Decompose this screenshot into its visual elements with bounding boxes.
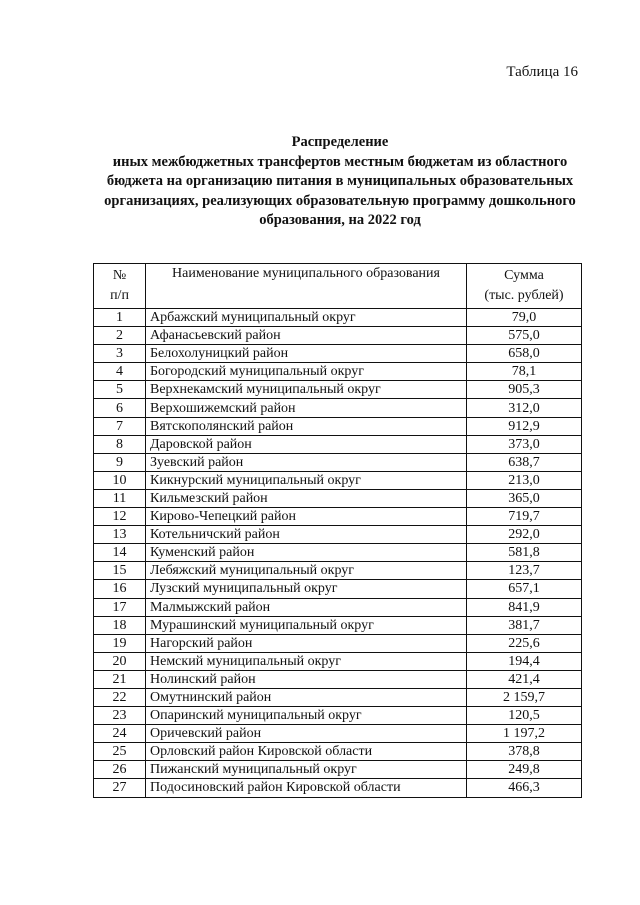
municipality-name: Пижанский муниципальный округ	[146, 761, 467, 779]
header-number-symbol: №	[112, 268, 127, 283]
table-row	[94, 779, 582, 797]
header-sum	[467, 264, 582, 309]
municipality-name: Немский муниципальный округ	[146, 652, 467, 670]
transfer-sum: 123,7	[467, 562, 582, 580]
transfer-sum: 365,0	[467, 489, 582, 507]
transfer-sum: 719,7	[467, 508, 582, 526]
transfer-sum: 225,6	[467, 634, 582, 652]
municipality-name: Оричевский район	[146, 725, 467, 743]
transfer-sum: 841,9	[467, 598, 582, 616]
title-line: бюджета на организацию питания в муниципальных образовательных	[106, 173, 574, 189]
municipality-name: Опаринский муниципальный округ	[146, 707, 467, 725]
table-row	[94, 489, 582, 507]
municipality-name: Кильмезский район	[146, 489, 467, 507]
municipality-name: Мурашинский муниципальный округ	[146, 616, 467, 634]
header-sum-title: Сумма	[504, 268, 544, 283]
table-row	[94, 725, 582, 743]
row-number: 24	[94, 725, 146, 743]
table-row	[94, 544, 582, 562]
table-row	[94, 707, 582, 725]
municipality-name: Афанасьевский район	[146, 327, 467, 345]
municipality-name: Куменский район	[146, 544, 467, 562]
municipality-name: Котельничский район	[146, 526, 467, 544]
transfer-sum: 466,3	[467, 779, 582, 797]
row-number: 4	[94, 363, 146, 381]
transfer-sum: 638,7	[467, 453, 582, 471]
row-number: 17	[94, 598, 146, 616]
transfer-sum: 575,0	[467, 327, 582, 345]
municipality-name: Вятскополянский район	[146, 417, 467, 435]
header-number	[94, 264, 146, 309]
row-number: 8	[94, 435, 146, 453]
municipality-name: Верхнекамский муниципальный округ	[146, 381, 467, 399]
row-number: 18	[94, 616, 146, 634]
table-row	[94, 508, 582, 526]
row-number: 5	[94, 381, 146, 399]
row-number: 7	[94, 417, 146, 435]
table-row	[94, 616, 582, 634]
title-line: организациях, реализующих образовательную программу дошкольного	[104, 192, 576, 209]
table-row	[94, 652, 582, 670]
table-number-label: Таблица 16	[506, 64, 578, 80]
municipality-name: Орловский район Кировской области	[146, 743, 467, 761]
transfer-sum: 292,0	[467, 526, 582, 544]
transfer-sum: 78,1	[467, 363, 582, 381]
transfer-sum: 312,0	[467, 399, 582, 417]
table-row	[94, 435, 582, 453]
table-body	[94, 309, 582, 798]
row-number: 13	[94, 526, 146, 544]
municipality-name: Кирово-Чепецкий район	[146, 508, 467, 526]
table-row	[94, 363, 582, 381]
row-number: 26	[94, 761, 146, 779]
row-number: 1	[94, 309, 146, 327]
municipality-name: Верхошижемский район	[146, 399, 467, 417]
row-number: 25	[94, 743, 146, 761]
municipality-name: Нолинский район	[146, 670, 467, 688]
transfer-sum: 194,4	[467, 652, 582, 670]
transfer-sum: 378,8	[467, 743, 582, 761]
table-row	[94, 453, 582, 471]
table-row	[94, 580, 582, 598]
municipality-name: Зуевский район	[146, 453, 467, 471]
row-number: 3	[94, 345, 146, 363]
title-line: образования, на 2022 год	[259, 212, 421, 228]
municipality-name: Богородский муниципальный округ	[146, 363, 467, 381]
row-number: 16	[94, 580, 146, 598]
municipality-name: Даровской район	[146, 435, 467, 453]
header-sum-unit: (тыс. рублей)	[484, 288, 564, 303]
table-header-row	[94, 264, 582, 309]
transfer-sum: 905,3	[467, 381, 582, 399]
transfer-sum: 1 197,2	[467, 725, 582, 743]
table-row	[94, 471, 582, 489]
row-number: 23	[94, 707, 146, 725]
transfer-sum: 213,0	[467, 471, 582, 489]
row-number: 20	[94, 652, 146, 670]
municipality-name: Лебяжский муниципальный округ	[146, 562, 467, 580]
row-number: 22	[94, 688, 146, 706]
table-row	[94, 417, 582, 435]
table-row	[94, 688, 582, 706]
transfer-sum: 421,4	[467, 670, 582, 688]
document-title	[90, 133, 590, 231]
transfer-sum: 120,5	[467, 707, 582, 725]
row-number: 19	[94, 634, 146, 652]
row-number: 11	[94, 489, 146, 507]
title-line: иных межбюджетных трансфертов местным бюджетам из областного	[112, 153, 568, 170]
table-row	[94, 381, 582, 399]
municipality-name: Подосиновский район Кировской области	[146, 779, 467, 797]
table-row	[94, 526, 582, 544]
transfer-sum: 381,7	[467, 616, 582, 634]
table-row	[94, 309, 582, 327]
municipality-name: Кикнурский муниципальный округ	[146, 471, 467, 489]
title-line: Распределение	[291, 134, 389, 150]
row-number: 12	[94, 508, 146, 526]
row-number: 21	[94, 670, 146, 688]
row-number: 27	[94, 779, 146, 797]
transfer-sum: 658,0	[467, 345, 582, 363]
table-row	[94, 399, 582, 417]
row-number: 2	[94, 327, 146, 345]
table-row	[94, 327, 582, 345]
row-number: 6	[94, 399, 146, 417]
table-row	[94, 598, 582, 616]
table-row	[94, 634, 582, 652]
transfers-table	[93, 263, 582, 798]
header-number-abbr: п/п	[110, 288, 129, 303]
municipality-name: Арбажский муниципальный округ	[146, 309, 467, 327]
transfer-sum: 657,1	[467, 580, 582, 598]
transfer-sum: 79,0	[467, 309, 582, 327]
row-number: 10	[94, 471, 146, 489]
row-number: 15	[94, 562, 146, 580]
row-number: 9	[94, 453, 146, 471]
transfer-sum: 373,0	[467, 435, 582, 453]
municipality-name: Омутнинский район	[146, 688, 467, 706]
table-row	[94, 345, 582, 363]
table-row	[94, 743, 582, 761]
transfer-sum: 581,8	[467, 544, 582, 562]
transfer-sum: 912,9	[467, 417, 582, 435]
table-row	[94, 670, 582, 688]
municipality-name: Малмыжский район	[146, 598, 467, 616]
header-municipality: Наименование муниципального образования	[146, 264, 467, 309]
municipality-name: Лузский муниципальный округ	[146, 580, 467, 598]
table-row	[94, 562, 582, 580]
transfer-sum: 249,8	[467, 761, 582, 779]
municipality-name: Белохолуницкий район	[146, 345, 467, 363]
municipality-name: Нагорский район	[146, 634, 467, 652]
row-number: 14	[94, 544, 146, 562]
table-row	[94, 761, 582, 779]
transfer-sum: 2 159,7	[467, 688, 582, 706]
